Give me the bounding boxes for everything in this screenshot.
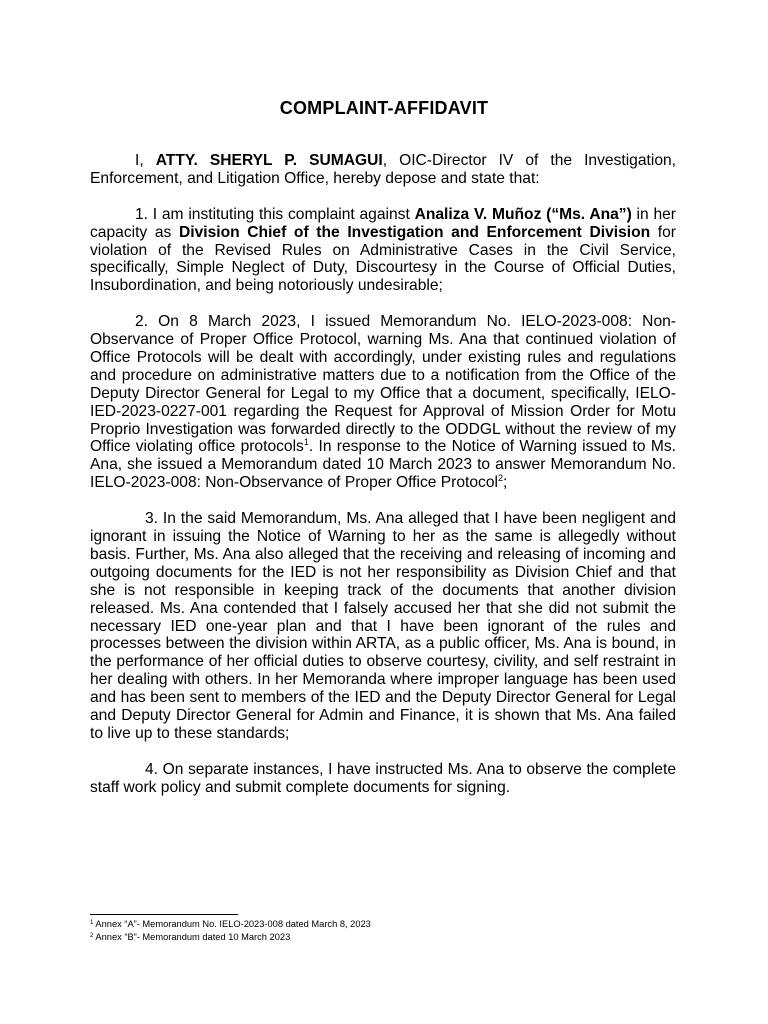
footnote-1-number: 1 [90, 920, 94, 926]
respondent-name: Analiza V. Muñoz (“Ms. Ana”) [414, 205, 632, 223]
affiant-name: ATTY. SHERYL P. SUMAGUI [155, 152, 383, 169]
p1-text-a: 1. I am instituting this complaint against [135, 205, 415, 223]
p2-text-c: ; [502, 474, 508, 492]
document-title: COMPLAINT-AFFIDAVIT [279, 98, 489, 118]
footnotes [90, 918, 590, 943]
footnote-ref-1: 1 [303, 437, 309, 448]
paragraph-1 [90, 206, 676, 296]
document-body [90, 152, 676, 814]
footnote-separator [90, 914, 238, 915]
respondent-position: Division Chief of the Investigation and Enforcement Division [178, 223, 651, 241]
footnote-1 [90, 918, 590, 931]
footnote-1-text: Annex “A”- Memorandum No. IELO-2023-008 dated March 8, 2023 [95, 919, 371, 929]
p2-text-a: 2. On 8 March 2023, I issued Memorandum No. IELO-2023-008: Non-Observance of Proper Office Protocol, warning Ms. Ana that continued violation of Office Protocols will be dealt with accordingly, under existing rules and regulations and procedure on administrative matters due to a notification from the Office of the Deputy Director General for Legal to my Office that a document, specifically, IELO-IED-2023-0227-001 regarding the Request for Approval of Mission Order for Motu Proprio Investigation was forwarded directly to the ODDGL without the review of my Office violating office protocols [90, 313, 676, 456]
p1-text-e: for violation of the Revised Rules on Administrative Cases in the Civil Service, specifically, Simple Neglect of Duty, Discourtesy in the Course of Official Duties, Insubordination, and being notoriously undesirable; [90, 223, 677, 295]
paragraph-2 [90, 313, 676, 492]
paragraph-3: 3. In the said Memorandum, Ms. Ana alleged that I have been negligent and ignorant in issuing the Notice of Warning to her as the same is allegedly without basis. Further, Ms. Ana also alleged that the receiving and releasing of incoming and outgoing documents for the IED is not her responsibility as Division Chief and that she is not responsible in keeping track of the documents that another division released. Ms. Ana contended that I falsely accused her that she did not submit the necessary IED one-year plan and that I have been ignorant of the rules and processes between the division within ARTA, as a public officer, Ms. Ana is bound, in the performance of her official duties to observe courtesy, civility, and self restraint in her dealing with others. In her Memoranda where improper language has been used and has been sent to members of the IED and the Deputy Director General for Legal and Deputy Director General for Admin and Finance, it is shown that Ms. Ana failed to live up to these standards; [90, 510, 676, 742]
footnote-2-text: Annex “B”- Memorandum dated 10 March 2023 [95, 931, 291, 942]
footnote-2 [90, 931, 590, 944]
footnote-2-number: 2 [90, 932, 94, 939]
intro-paragraph [90, 152, 676, 188]
p1-text-c: in her capacity as [90, 205, 676, 241]
footnote-ref-2: 2 [497, 473, 503, 484]
intro-pre: I, [135, 152, 156, 169]
p2-text-b: . In response to the Notice of Warning issued to Ms. Ana, she issued a Memorandum dated 10 March 2023 to answer Memorandum No. IELO-2023-008: Non-Observance of Proper Office Protocol [90, 438, 676, 492]
intro-post: , OIC-Director IV of the Investigation, Enforcement, and Litigation Office, hereby depose and state that: [90, 152, 676, 187]
paragraph-4: 4. On separate instances, I have instructed Ms. Ana to observe the complete staff work policy and submit complete documents for signing. [90, 760, 676, 796]
